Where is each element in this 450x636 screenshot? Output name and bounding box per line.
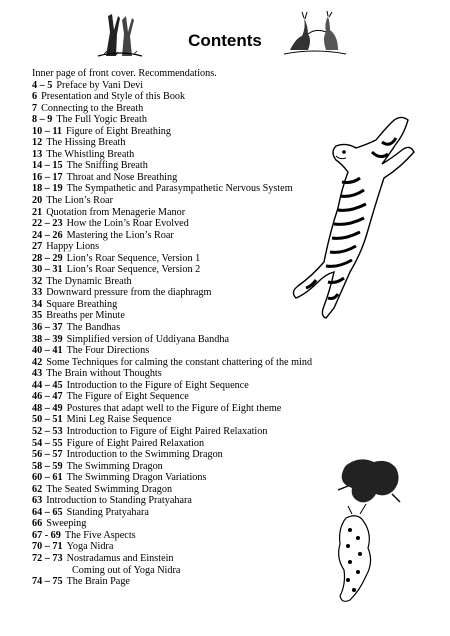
toc-page-numbers: 32 xyxy=(32,275,43,287)
toc-entry-title: How the Loin’s Roar Evolved xyxy=(66,218,189,230)
toc-entry-title: Preface by Vani Devi xyxy=(56,79,144,91)
toc-entry-title: The Sniffing Breath xyxy=(66,160,148,172)
toc-page-numbers: 40 – 41 xyxy=(32,345,63,357)
toc-page-numbers: 50 – 51 xyxy=(32,414,63,426)
toc-entry-title: Mini Leg Raise Sequence xyxy=(66,414,172,426)
toc-entry xyxy=(32,565,352,577)
toc-entry-title: The Four Directions xyxy=(66,345,150,357)
toc-entry-title: The Hissing Breath xyxy=(46,137,126,149)
toc-page-numbers: 22 – 23 xyxy=(32,218,63,230)
toc-page-numbers: 24 – 26 xyxy=(32,229,63,241)
toc-entry-title: Some Techniques for calming the constant chattering of the mind xyxy=(46,356,313,368)
toc-entry xyxy=(32,230,352,242)
toc-page-numbers: 20 xyxy=(32,195,43,207)
toc-page-numbers: 62 xyxy=(32,483,43,495)
toc-entry xyxy=(32,241,352,253)
toc-entry xyxy=(32,276,352,288)
toc-entry xyxy=(32,334,352,346)
toc-entry xyxy=(32,414,352,426)
toc-entry-title: Presentation and Style of this Book xyxy=(41,91,186,103)
toc-page-numbers: 13 xyxy=(32,148,43,160)
toc-page-numbers: 14 – 15 xyxy=(32,160,63,172)
toc-entry xyxy=(32,160,352,172)
toc-page-numbers: 10 – 11 xyxy=(32,125,62,137)
toc-entry-title: Postures that adapt well to the Figure of Eight theme xyxy=(66,402,282,414)
toc-page-numbers: 8 – 9 xyxy=(32,114,53,126)
toc-entry-title: Simplified version of Uddiyana Bandha xyxy=(66,333,229,345)
toc-page-numbers: 64 – 65 xyxy=(32,506,63,518)
toc-entry-title: Breaths per Minute xyxy=(46,310,125,322)
toc-entry xyxy=(32,114,352,126)
toc-page-numbers: 44 – 45 xyxy=(32,379,63,391)
toc-page-numbers: 58 – 59 xyxy=(32,460,63,472)
toc-page-numbers: 54 – 55 xyxy=(32,437,63,449)
toc-page-numbers: 7 xyxy=(32,102,38,114)
toc-entry-title: Coming out of Yoga Nidra xyxy=(72,564,181,576)
toc-entry xyxy=(32,253,352,265)
page-title: Contents xyxy=(188,31,262,50)
toc-page-numbers: 34 xyxy=(32,298,43,310)
toc-entry xyxy=(32,530,352,542)
toc-page-numbers: 70 – 71 xyxy=(32,541,63,553)
toc-page-numbers: 6 xyxy=(32,91,38,103)
toc-page-numbers: 16 – 17 xyxy=(32,171,63,183)
toc-entry xyxy=(32,472,352,484)
toc-entry xyxy=(32,461,352,473)
toc-entry xyxy=(32,403,352,415)
toc-entry-title: Introduction to the Swimming Dragon xyxy=(66,449,223,461)
toc-entry-title: Happy Lions xyxy=(46,241,100,253)
toc-page-numbers: 56 – 57 xyxy=(32,449,63,461)
toc-entry-title: Introduction to Figure of Eight Paired Relaxation xyxy=(66,425,268,437)
toc-page-numbers: 74 – 75 xyxy=(32,576,63,588)
toc-entry-title: Lion’s Roar Sequence, Version 1 xyxy=(66,252,201,264)
toc-entry xyxy=(32,438,352,450)
toc-entry xyxy=(32,218,352,230)
toc-entry xyxy=(32,287,352,299)
toc-entry xyxy=(32,426,352,438)
toc-entry xyxy=(32,264,352,276)
toc-page-numbers: 21 xyxy=(32,206,43,218)
toc-entry xyxy=(32,195,352,207)
toc-page-numbers: 12 xyxy=(32,137,43,149)
toc-page-numbers: 28 – 29 xyxy=(32,252,63,264)
toc-entry-title: Lion’s Roar Sequence, Version 2 xyxy=(66,264,201,276)
toc-page-numbers: 60 – 61 xyxy=(32,472,63,484)
toc-entry-title: Figure of Eight Paired Relaxation xyxy=(66,437,205,449)
toc-entry-title: Inner page of front cover. Recommendations. xyxy=(32,68,217,79)
toc-page-numbers: 33 xyxy=(32,287,43,299)
toc-entry-title: The Brain Page xyxy=(66,576,130,588)
toc-entry xyxy=(32,310,352,322)
toc-page-numbers: 63 xyxy=(32,495,43,507)
toc-entry xyxy=(32,172,352,184)
toc-entry xyxy=(32,495,352,507)
toc-page-numbers: 35 xyxy=(32,310,43,322)
toc-entry xyxy=(32,68,352,80)
toc-entry xyxy=(32,299,352,311)
toc-entry-title: The Full Yogic Breath xyxy=(56,114,147,126)
toc-page-numbers: 46 – 47 xyxy=(32,391,63,403)
toc-page-numbers: 42 xyxy=(32,356,43,368)
toc-entry xyxy=(32,391,352,403)
toc-page-numbers: 72 – 73 xyxy=(32,552,63,564)
toc-entry-title: Yoga Nidra xyxy=(66,541,114,553)
toc-entry xyxy=(32,553,352,565)
toc-page-numbers: 18 – 19 xyxy=(32,183,63,195)
toc-entry-title: Nostradamus and Einstein xyxy=(66,552,174,564)
toc-entry-title: The Bandhas xyxy=(66,322,121,334)
toc-entry-title: Quotation from Menagerie Manor xyxy=(46,206,186,218)
toc-page-numbers: 27 xyxy=(32,241,43,253)
toc-entry-title: The Sympathetic and Parasympathetic Nervous System xyxy=(66,183,293,195)
toc-page-numbers: 43 xyxy=(32,368,43,380)
toc-page-numbers: 66 xyxy=(32,518,43,530)
toc-entry-title: The Lion’s Roar xyxy=(46,195,113,207)
toc-entry-title: Throat and Nose Breathing xyxy=(66,171,178,183)
toc-entry xyxy=(32,137,352,149)
toc-entry-title: The Seated Swimming Dragon xyxy=(46,483,173,495)
toc-entry xyxy=(32,207,352,219)
toc-entry xyxy=(32,80,352,92)
toc-entry-title: The Swimming Dragon Variations xyxy=(66,472,207,484)
toc-entry xyxy=(32,91,352,103)
toc-page-numbers: 52 – 53 xyxy=(32,425,63,437)
toc-entry-title: The Dynamic Breath xyxy=(46,275,132,287)
toc-entry-title: Standing Pratyahara xyxy=(66,506,149,518)
toc-entry xyxy=(32,576,352,588)
toc-entry-title: The Brain without Thoughts xyxy=(46,368,162,380)
toc-entry-title: Connecting to the Breath xyxy=(41,102,144,114)
toc-entry xyxy=(32,368,352,380)
table-of-contents xyxy=(32,68,352,588)
toc-entry-title: The Five Aspects xyxy=(64,529,136,541)
toc-entry xyxy=(32,507,352,519)
toc-entry xyxy=(32,103,352,115)
toc-entry-title: Sweeping xyxy=(46,518,87,530)
toc-entry xyxy=(32,380,352,392)
toc-entry-title: The Whistling Breath xyxy=(46,148,135,160)
toc-entry xyxy=(32,518,352,530)
toc-page-numbers: 36 – 37 xyxy=(32,322,63,334)
toc-page-numbers: 4 – 5 xyxy=(32,79,53,91)
toc-page-numbers: 38 – 39 xyxy=(32,333,63,345)
toc-entry-title: Downward pressure from the diaphragm xyxy=(46,287,212,299)
toc-entry xyxy=(32,484,352,496)
toc-entry-title: The Figure of Eight Sequence xyxy=(66,391,189,403)
toc-entry xyxy=(32,357,352,369)
toc-page-numbers: 30 – 31 xyxy=(32,264,63,276)
toc-entry-title: Introduction to the Figure of Eight Sequence xyxy=(66,379,249,391)
toc-entry xyxy=(32,322,352,334)
toc-entry-title: Figure of Eight Breathing xyxy=(66,125,171,137)
toc-entry xyxy=(32,183,352,195)
hares-illustration xyxy=(282,10,348,56)
trees-illustration-left xyxy=(96,10,144,58)
toc-page-numbers: 48 – 49 xyxy=(32,402,63,414)
toc-entry xyxy=(32,345,352,357)
toc-entry xyxy=(32,126,352,138)
toc-page-numbers: 67 - 69 xyxy=(32,529,61,541)
toc-entry-title: Introduction to Standing Pratyahara xyxy=(46,495,192,507)
toc-entry xyxy=(32,149,352,161)
toc-entry xyxy=(32,449,352,461)
toc-entry-title: Square Breathing xyxy=(46,298,118,310)
toc-entry xyxy=(32,541,352,553)
toc-entry-title: Mastering the Lion’s Roar xyxy=(66,229,174,241)
toc-entry-title: The Swimming Dragon xyxy=(66,460,163,472)
